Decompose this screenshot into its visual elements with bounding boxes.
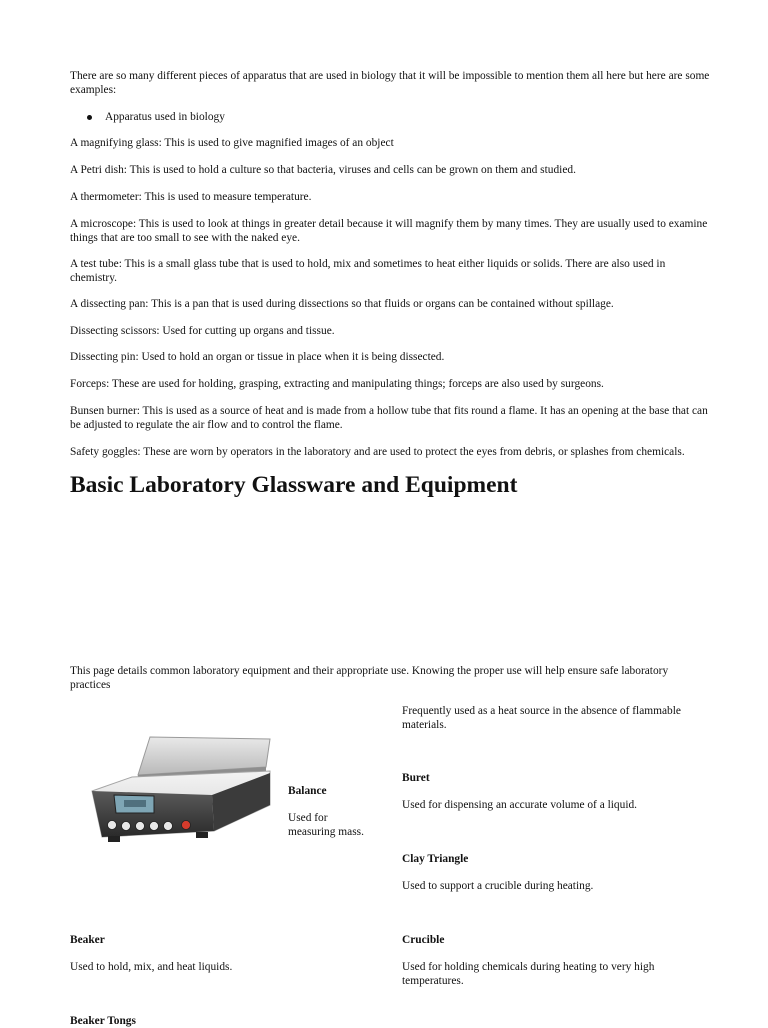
item-bunsen-burner: Bunsen burner: This is used as a source of heat and is made from a hollow tube that fits round a flame. It has an opening at the base that can be adjusted to regulate the air flow and to control the flame. <box>70 405 708 431</box>
item-thermometer: A thermometer: This is used to measure temperature. <box>70 191 312 203</box>
item-forceps: Forceps: These are used for holding, grasping, extracting and manipulating things; forceps are also used by surgeons. <box>70 378 604 390</box>
clay-triangle-description: Used to support a crucible during heating. <box>402 880 594 892</box>
item-test-tube: A test tube: This is a small glass tube that is used to hold, mix and sometimes to heat either liquids or solids. There are also used in chemistry. <box>70 258 666 284</box>
heat-source-description: Frequently used as a heat source in the absence of flammable materials. <box>402 705 681 731</box>
balance-name: Balance <box>288 785 327 797</box>
beaker-name: Beaker <box>70 934 105 946</box>
item-petri-dish: A Petri dish: This is used to hold a culture so that bacteria, viruses and cells can be grown on them and studied. <box>70 164 576 176</box>
buret-name: Buret <box>402 772 430 784</box>
balance-image <box>84 733 274 845</box>
bullet-list-item <box>87 110 225 124</box>
item-dissecting-scissors: Dissecting scissors: Used for cutting up organs and tissue. <box>70 325 335 337</box>
bullet-dot-icon <box>87 115 92 120</box>
bullet-text: Apparatus used in biology <box>105 111 225 123</box>
crucible-description: Used for holding chemicals during heating to very high temperatures. <box>402 961 655 987</box>
section-heading: Basic Laboratory Glassware and Equipment <box>70 472 518 498</box>
clay-triangle-name: Clay Triangle <box>402 853 469 865</box>
buret-description: Used for dispensing an accurate volume of a liquid. <box>402 799 638 811</box>
item-dissecting-pin: Dissecting pin: Used to hold an organ or tissue in place when it is being dissected. <box>70 351 445 363</box>
item-magnifying-glass: A magnifying glass: This is used to give magnified images of an object <box>70 137 394 149</box>
balance-description: Used for measuring mass. <box>288 812 364 838</box>
intro-paragraph: There are so many different pieces of apparatus that are used in biology that it will be impossible to mention them all here but here are some examples: <box>70 70 710 96</box>
beaker-description: Used to hold, mix, and heat liquids. <box>70 961 233 973</box>
item-safety-goggles: Safety goggles: These are worn by operators in the laboratory and are used to protect the eyes from debris, or splashes from chemicals. <box>70 446 685 458</box>
page-intro-paragraph: This page details common laboratory equipment and their appropriate use. Knowing the proper use will help ensure safe laboratory practices <box>70 665 669 691</box>
item-microscope: A microscope: This is used to look at things in greater detail because it will magnify them by many times. They are usually used to examine things that are too small to see with the naked eye. <box>70 218 708 244</box>
item-dissecting-pan: A dissecting pan: This is a pan that is used during dissections so that fluids or organs can be contained without spillage. <box>70 298 614 310</box>
beaker-tongs-name: Beaker Tongs <box>70 1015 136 1027</box>
crucible-name: Crucible <box>402 934 445 946</box>
